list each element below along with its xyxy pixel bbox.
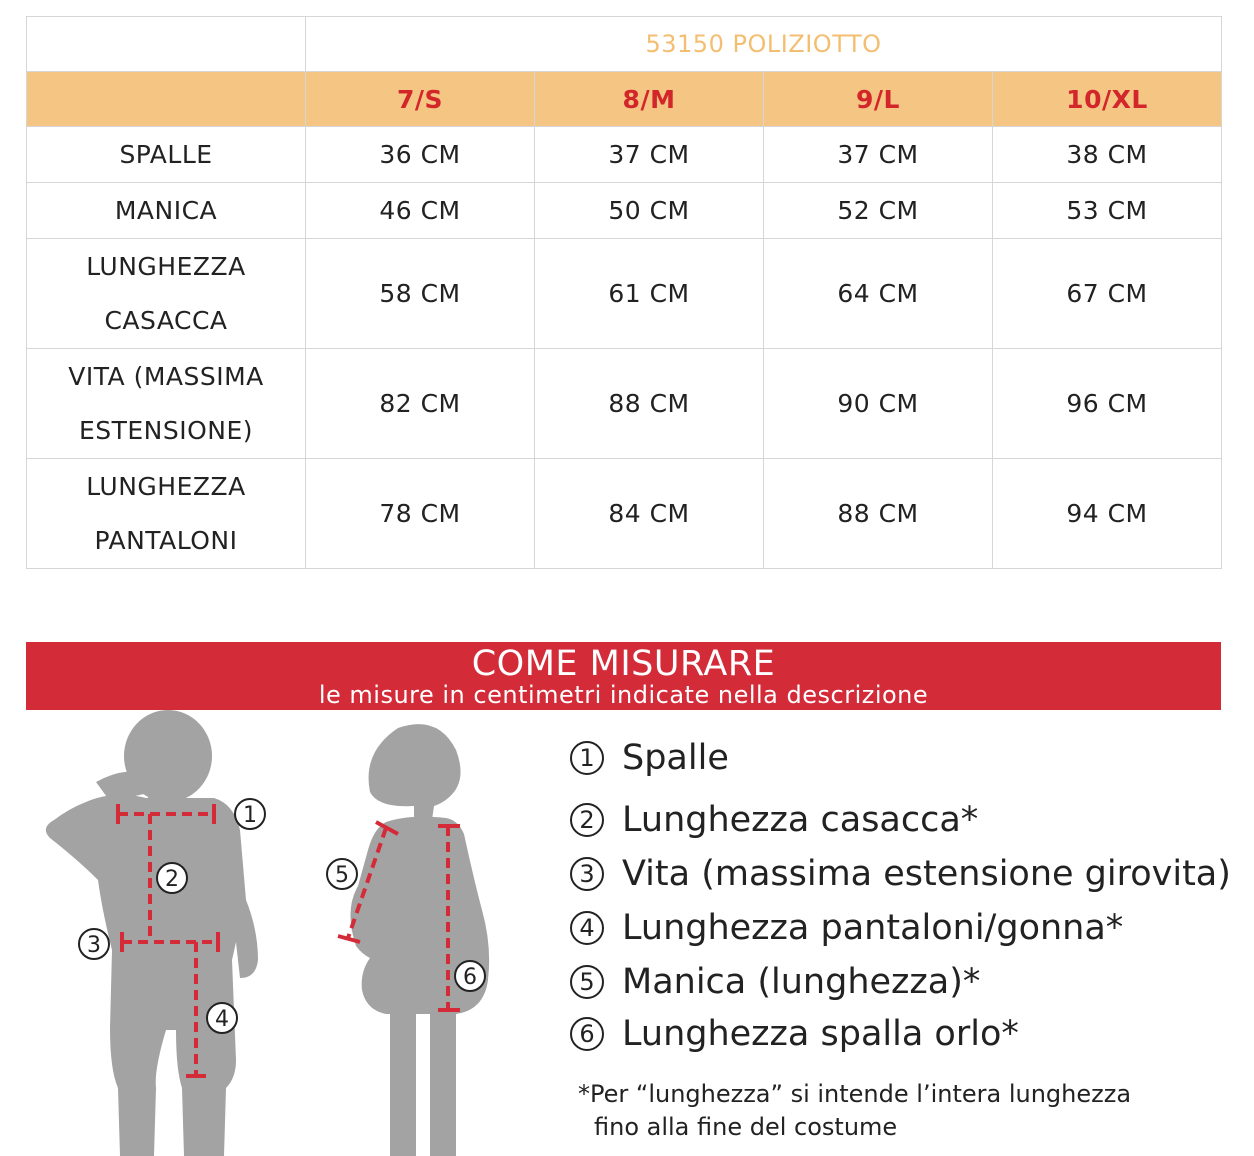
table-cell: 46 CM (306, 183, 535, 239)
legend-number: 5 (570, 965, 604, 999)
measure-figures (26, 710, 546, 1156)
measure-banner (26, 642, 1221, 710)
table-row (27, 127, 1222, 183)
banner-title: COME MISURARE (471, 644, 776, 684)
table-row (27, 459, 1222, 569)
side-silhouette (350, 724, 489, 1156)
table-row (27, 239, 1222, 349)
legend-text: Lunghezza casacca* (622, 800, 979, 840)
marker-6: 6 (463, 965, 477, 990)
size-header: 9/L (764, 72, 993, 127)
row-label: LUNGHEZZA CASACCA (27, 239, 306, 349)
legend-number: 3 (570, 857, 604, 891)
note-line: *Per “lunghezza” si intende l’intera lunghezza (578, 1080, 1132, 1108)
table-row (27, 183, 1222, 239)
header-empty-cell (27, 72, 306, 127)
legend-item (570, 1014, 1019, 1054)
legend-item (570, 800, 978, 840)
legend-text: Spalle (622, 738, 729, 778)
legend-text: Lunghezza spalla orlo* (622, 1014, 1019, 1054)
note-line: fino alla fine del costume (594, 1113, 898, 1141)
legend-item (570, 738, 729, 778)
marker-4: 4 (215, 1007, 229, 1032)
legend-text: Lunghezza pantaloni/gonna* (622, 908, 1124, 948)
legend-item (570, 962, 980, 1002)
table-cell: 61 CM (535, 239, 764, 349)
table-cell: 88 CM (535, 349, 764, 459)
table-cell: 82 CM (306, 349, 535, 459)
legend-number: 2 (570, 803, 604, 837)
table-cell: 50 CM (535, 183, 764, 239)
table-cell: 58 CM (306, 239, 535, 349)
legend-item (570, 908, 1123, 948)
table-title: 53150 POLIZIOTTO (306, 17, 1222, 72)
legend-text: Manica (lunghezza)* (622, 962, 981, 1002)
size-header: 8/M (535, 72, 764, 127)
row-label: MANICA (27, 183, 306, 239)
table-cell: 96 CM (993, 349, 1222, 459)
legend-number: 1 (570, 741, 604, 775)
table-cell: 37 CM (764, 127, 993, 183)
table-cell: 78 CM (306, 459, 535, 569)
length-note (578, 1078, 1131, 1144)
table-cell: 90 CM (764, 349, 993, 459)
table-cell: 94 CM (993, 459, 1222, 569)
table-cell: 36 CM (306, 127, 535, 183)
marker-1: 1 (243, 803, 257, 828)
table-cell: 88 CM (764, 459, 993, 569)
size-header: 7/S (306, 72, 535, 127)
table-cell: 67 CM (993, 239, 1222, 349)
marker-3: 3 (87, 933, 101, 958)
corner-cell (27, 17, 306, 72)
row-label: VITA (MASSIMA ESTENSIONE) (27, 349, 306, 459)
marker-5: 5 (335, 863, 349, 888)
table-cell: 38 CM (993, 127, 1222, 183)
row-label: LUNGHEZZA PANTALONI (27, 459, 306, 569)
legend-number: 4 (570, 911, 604, 945)
table-cell: 37 CM (535, 127, 764, 183)
banner-subtitle: le misure in centimetri indicate nella descrizione (318, 681, 929, 709)
legend-item (570, 854, 1231, 894)
table-cell: 84 CM (535, 459, 764, 569)
size-header: 10/XL (993, 72, 1222, 127)
table-cell: 64 CM (764, 239, 993, 349)
table-row (27, 349, 1222, 459)
row-label: SPALLE (27, 127, 306, 183)
legend-text: Vita (massima estensione girovita) (622, 854, 1231, 894)
table-cell: 53 CM (993, 183, 1222, 239)
legend-number: 6 (570, 1017, 604, 1051)
table-cell: 52 CM (764, 183, 993, 239)
marker-2: 2 (165, 867, 179, 892)
size-table (26, 16, 1222, 569)
